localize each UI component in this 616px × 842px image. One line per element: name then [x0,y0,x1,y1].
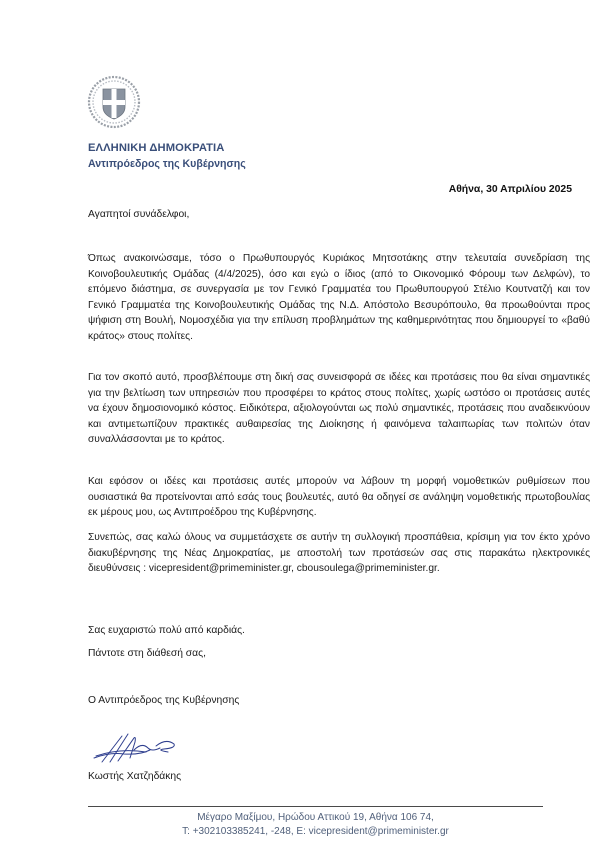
letterhead-office: Αντιπρόεδρος της Κυβέρνησης [88,158,246,170]
paragraph: Για τον σκοπό αυτό, προσβλέπουμε στη δική σας συνεισφορά σε ιδέες και προτάσεις που θα είναι σημαντικές για την βελτίωση των υπηρεσιών που προσφέρει το κράτος στους πολίτες, χωρίς ωστόσο οι προτάσεις αυτές να έχουν δημοσιονομικό κόστος. Ειδικότερα, αξιολογούνται ως πολύ σημαντικές, προτάσεις που αναδεικνύουν και αντιμετωπίζουν πρακτικές αυθαιρεσίας της Διοίκησης ή φαινόμενα ταλαιπωρίας των πολιτών όταν συναλλάσσονται με το κράτος. [88,372,590,445]
footer-divider [88,806,543,807]
signatory-role: Ο Αντιπρόεδρος της Κυβέρνησης [88,695,240,706]
footer-address: Μέγαρο Μαξίμου, Ηρώδου Αττικού 19, Αθήνα 106 74, [197,812,434,823]
closing-sign-off: Πάντοτε στη διάθεσή σας, [88,648,206,659]
handwritten-signature-icon [90,728,180,766]
paragraph: Όπως ανακοινώσαμε, τόσο ο Πρωθυπουργός Κυριάκος Μητσοτάκης στην τελευταία συνεδρίαση της Κοινοβουλευτικής Ομάδας (4/4/2025), όσο και εγώ ο ίδιος (από το Οικονομικό Φόρουμ των Δελφών), το επόμενο διάστημα, σε συνεργασία με τον Γενικό Γραμματέα του Πρωθυπουργού Στέλιο Κουτνατζή και τον Γενικό Γραμματέα της Κοινοβουλευτικής Ομάδας της Ν.Δ. Απόστολο Βεσυρόπουλο, θα προωθούνται προς ψήφιση στη Βουλή, Νομοσχέδια για την επίλυση προβλημάτων της καθημερινότητας που δημιουργεί το «βαθύ κράτος» στους πολίτες. [88,253,590,342]
letterhead-org: ΕΛΛΗΝΙΚΗ ΔΗΜΟΚΡΑΤΙΑ [88,142,225,154]
greek-coat-of-arms-icon [86,74,142,130]
letter-date: Αθήνα, 30 Απριλίου 2025 [448,184,572,195]
paragraph: Και εφόσον οι ιδέες και προτάσεις αυτές μπορούν να λάβουν τη μορφή νομοθετικών ρυθμίσεων που ουσιαστικά θα προτείνονται από εσάς τους βουλευτές, αυτό θα οδηγεί σε ανάληψη νομοθετικής πρωτοβουλίας εκ μέρους μου, ως Αντιπροέδρου της Κυβέρνησης. [88,476,590,518]
footer-contact: T: +302103385241, -248, E: vicepresident@primeminister.gr [182,826,449,837]
closing-thanks: Σας ευχαριστώ πολύ από καρδιάς. [88,625,245,636]
greeting: Αγαπητοί συνάδελφοι, [88,209,190,220]
signatory-name: Κωστής Χατζηδάκης [88,771,182,782]
paragraph: Συνεπώς, σας καλώ όλους να συμμετάσχετε σε αυτήν τη συλλογική προσπάθεια, κρίσιμη για τον έκτο χρόνο διακυβέρνησης της Νέας Δημοκρατίας, με αποστολή των προτάσεών σας στις παρακάτω ηλεκτρονικές διευθύνσεις : vicepresident@primeminister.gr, cbousoulega@primeminister.gr. [88,532,590,574]
